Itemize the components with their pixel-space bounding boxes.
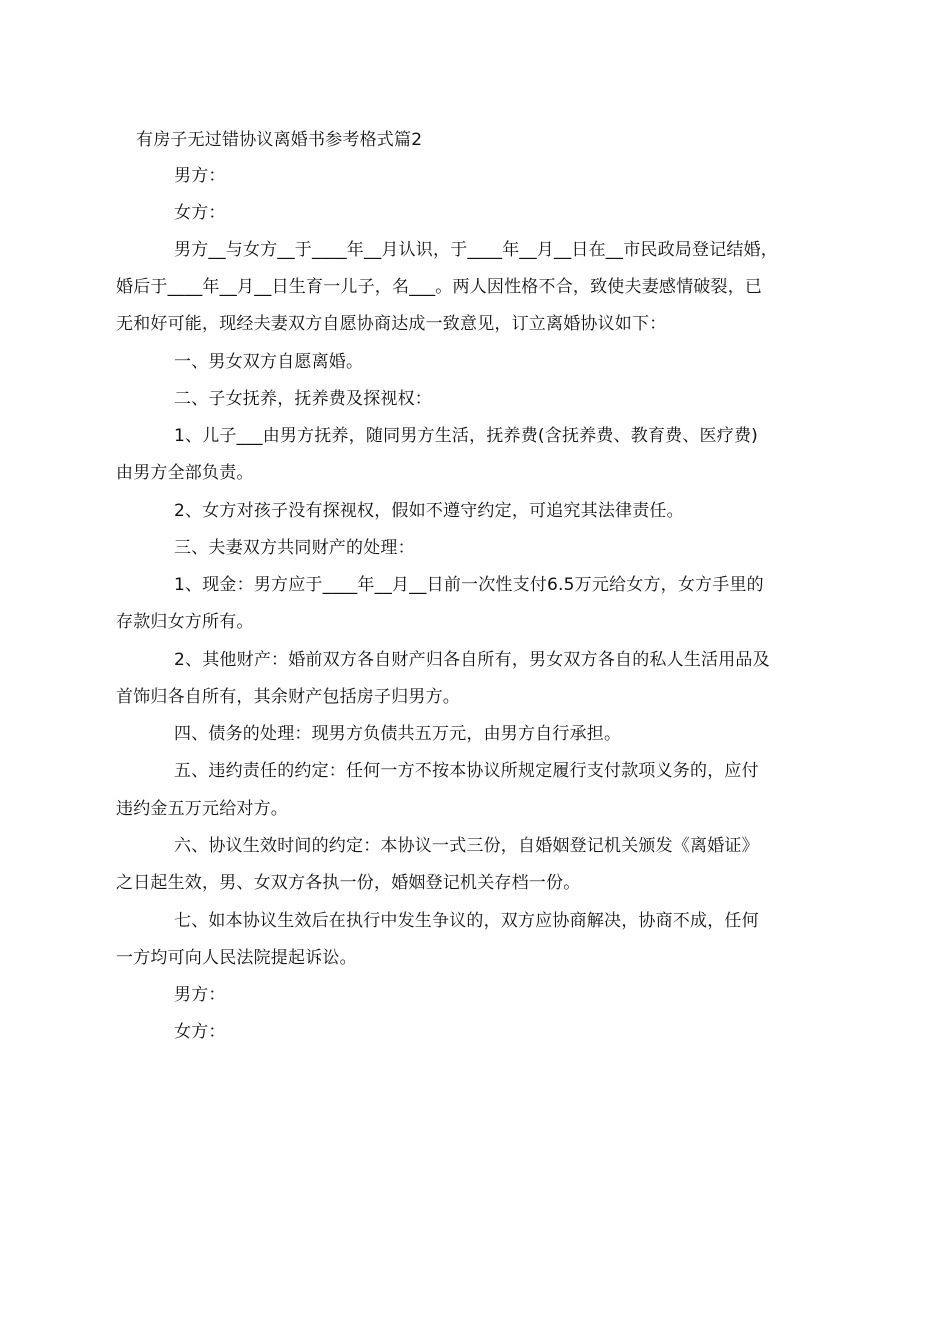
clause-4: 四、债务的处理：现男方负债共五万元，由男方自行承担。 (174, 724, 622, 744)
clause-3-2-line-1: 2、其他财产：婚前双方各自财产归各自所有，男女双方各自的私人生活用品及 (174, 650, 770, 670)
clause-6-line-1: 六、协议生效时间的约定：本协议一式三份，自婚姻登记机关颁发《离婚证》 (174, 836, 759, 856)
clause-3-1-line-2: 存款归女方所有。 (116, 612, 254, 632)
clause-2-heading: 二、子女抚养，抚养费及探视权： (174, 389, 432, 409)
intro-line-2: 婚后于____年__月__日生育一儿子，名___。两人因性格不合，致使夫妻感情破裂，已 (116, 277, 763, 297)
clause-3-heading: 三、夫妻双方共同财产的处理： (174, 538, 415, 558)
header-male-label: 男方： (174, 166, 226, 186)
clause-7-line-1: 七、如本协议生效后在执行中发生争议的，双方应协商解决，协商不成，任何 (174, 911, 759, 931)
document-title: 有房子无过错协议离婚书参考格式篇2 (136, 130, 423, 150)
clause-5-line-2: 违约金五万元给对方。 (116, 799, 288, 819)
footer-male-label: 男方： (174, 985, 226, 1005)
header-female-label: 女方： (174, 203, 226, 223)
intro-line-3: 无和好可能，现经夫妻双方自愿协商达成一致意见，订立离婚协议如下： (116, 314, 667, 334)
intro-line-1: 男方__与女方__于____年__月认识，于____年__月__日在__市民政局登记结婚， (174, 240, 778, 260)
clause-5-line-1: 五、违约责任的约定：任何一方不按本协议所规定履行支付款项义务的，应付 (174, 761, 759, 781)
clause-2-1-line-2: 由男方全部负责。 (116, 463, 254, 483)
footer-female-label: 女方： (174, 1022, 226, 1042)
clause-3-1-line-1: 1、现金：男方应于____年__月__日前一次性支付6.5万元给女方，女方手里的 (174, 575, 764, 595)
clause-6-line-2: 之日起生效，男、女双方各执一份，婚姻登记机关存档一份。 (116, 873, 581, 893)
clause-2-2: 2、女方对孩子没有探视权，假如不遵守约定，可追究其法律责任。 (174, 501, 684, 521)
clause-2-1-line-1: 1、儿子___由男方抚养，随同男方生活，抚养费(含抚养费、教育费、医疗费) (174, 426, 758, 446)
clause-3-2-line-2: 首饰归各自所有，其余财产包括房子归男方。 (116, 687, 460, 707)
clause-7-line-2: 一方均可向人民法院提起诉讼。 (116, 948, 357, 968)
clause-1: 一、男女双方自愿离婚。 (174, 352, 364, 372)
